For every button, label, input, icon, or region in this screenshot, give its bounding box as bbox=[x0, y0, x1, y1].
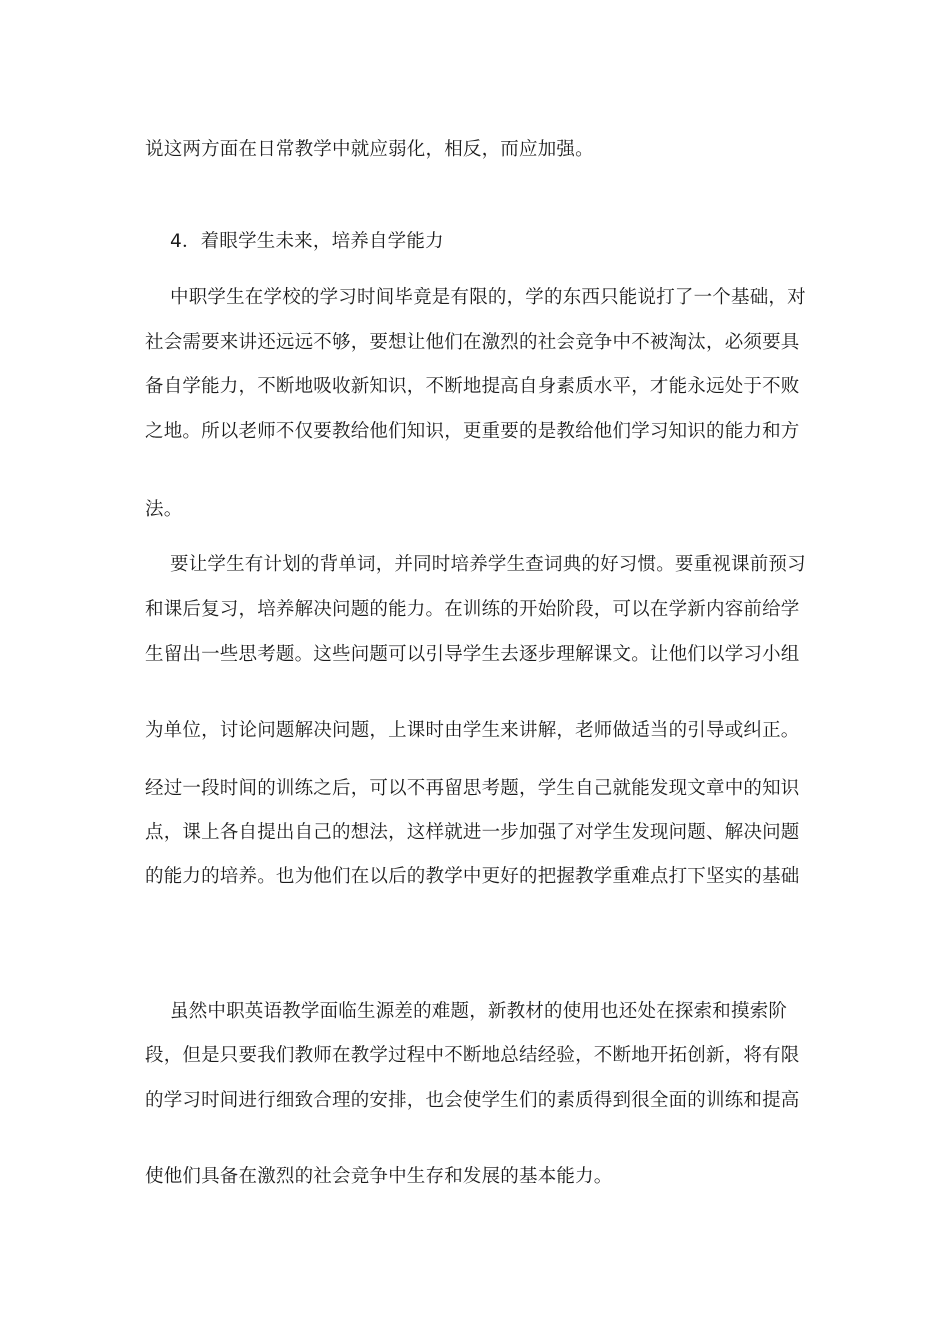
section-heading: 4．着眼学生未来，培养自学能力 bbox=[170, 231, 444, 252]
text-line: 法。 bbox=[145, 499, 183, 520]
text-line: 说这两方面在日常教学中就应弱化，相反，而应加强。 bbox=[145, 139, 594, 160]
text-line: 经过一段时间的训练之后，可以不再留思考题，学生自己就能发现文章中的知识 bbox=[145, 778, 800, 799]
text-line: 中职学生在学校的学习时间毕竟是有限的，学的东西只能说打了一个基础，对 bbox=[170, 287, 806, 308]
text-line: 要让学生有计划的背单词，并同时培养学生查词典的好习惯。要重视课前预习 bbox=[170, 554, 806, 575]
text-line: 之地。所以老师不仅要教给他们知识，更重要的是教给他们学习知识的能力和方 bbox=[145, 421, 800, 442]
text-line: 和课后复习，培养解决问题的能力。在训练的开始阶段，可以在学新内容前给学 bbox=[145, 599, 800, 620]
text-line: 虽然中职英语教学面临生源差的难题，新教材的使用也还处在探索和摸索阶 bbox=[170, 1001, 788, 1022]
text-line: 为单位，讨论问题解决问题，上课时由学生来讲解，老师做适当的引导或纠正。 bbox=[145, 720, 800, 741]
text-line: 社会需要来讲还远远不够，要想让他们在激烈的社会竞争中不被淘汰，必须要具 bbox=[145, 332, 800, 353]
text-line: 备自学能力，不断地吸收新知识，不断地提高自身素质水平，才能永远处于不败 bbox=[145, 376, 800, 397]
text-line: 的能力的培养。也为他们在以后的教学中更好的把握教学重难点打下坚实的基础 bbox=[145, 866, 800, 887]
text-line: 使他们具备在激烈的社会竞争中生存和发展的基本能力。 bbox=[145, 1166, 613, 1187]
text-line: 的学习时间进行细致合理的安排，也会使学生们的素质得到很全面的训练和提高 bbox=[145, 1090, 800, 1111]
text-line: 点，课上各自提出自己的想法，这样就进一步加强了对学生发现问题、解决问题 bbox=[145, 822, 800, 843]
text-line: 生留出一些思考题。这些问题可以引导学生去逐步理解课文。让他们以学习小组 bbox=[145, 644, 800, 665]
text-line: 段，但是只要我们教师在教学过程中不断地总结经验，不断地开拓创新，将有限 bbox=[145, 1045, 800, 1066]
